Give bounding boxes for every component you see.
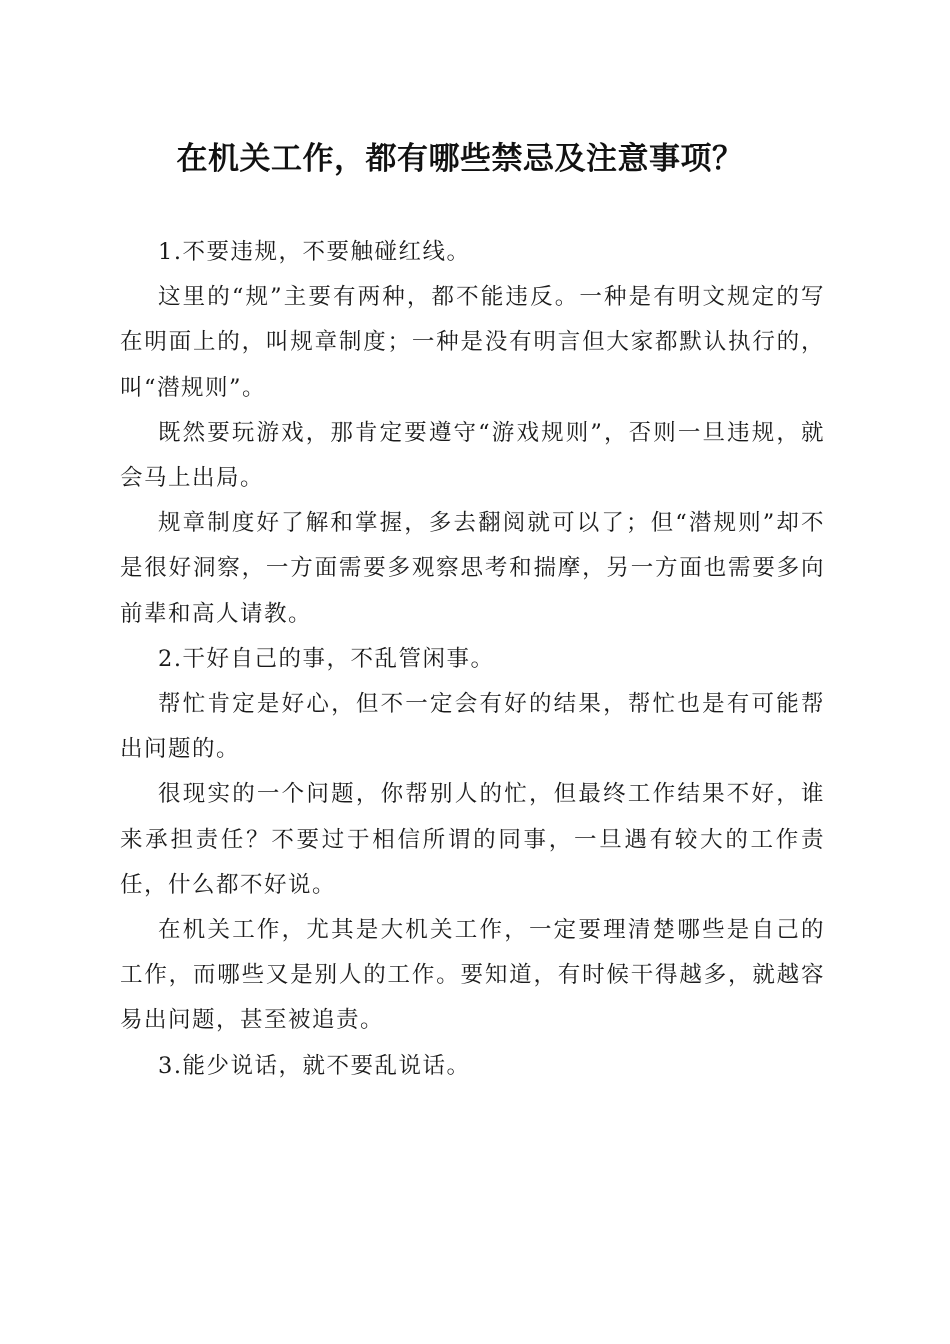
page-title: 在机关工作，都有哪些禁忌及注意事项？ <box>176 141 744 177</box>
paragraph: 这里的“规”主要有两种，都不能违反。一种是有明文规定的写在明面上的，叫规章制度；一种是没有明言但大家都默认执行的，叫“潜规则”。 <box>120 284 825 401</box>
paragraph-2-heading: 2.干好自己的事，不乱管闲事。 <box>158 645 495 672</box>
paragraph: 很现实的一个问题，你帮别人的忙，但最终工作结果不好，谁来承担责任？不要过于相信所谓的同事，一旦遇有较大的工作责任，什么都不好说。 <box>120 781 825 898</box>
document-body <box>120 230 825 1089</box>
paragraph-3-heading: 3.能少说话，就不要乱说话。 <box>158 1052 471 1079</box>
paragraph: 帮忙肯定是好心，但不一定会有好的结果，帮忙也是有可能帮出问题的。 <box>120 691 825 763</box>
paragraph-1-heading: 1.不要违规，不要触碰红线。 <box>158 239 471 265</box>
paragraph: 规章制度好了解和掌握，多去翻阅就可以了；但“潜规则”却不是很好洞察，一方面需要多观察思考和揣摩，另一方面也需要多向前辈和高人请教。 <box>120 510 825 627</box>
paragraph: 既然要玩游戏，那肯定要遵守“游戏规则”，否则一旦违规，就会马上出局。 <box>120 419 825 492</box>
paragraph: 在机关工作，尤其是大机关工作，一定要理清楚哪些是自己的工作，而哪些又是别人的工作。要知道，有时候干得越多，就越容易出问题，甚至被追责。 <box>120 917 825 1034</box>
